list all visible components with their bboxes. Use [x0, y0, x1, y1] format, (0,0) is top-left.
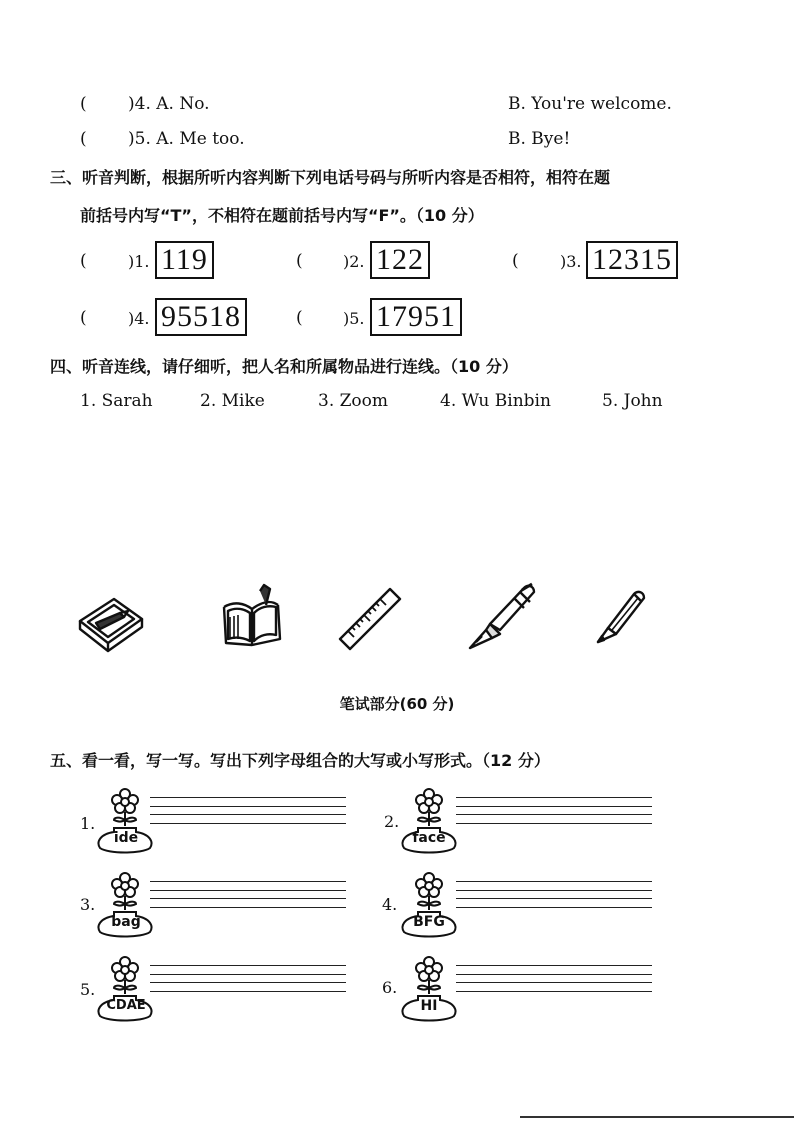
- letter-combination: bag: [111, 914, 141, 930]
- phone-number-box: 122: [370, 241, 430, 279]
- question-4-option-a: )4. A. No.: [128, 94, 210, 114]
- phone-number-box: 95518: [155, 298, 247, 336]
- question-5-option-b: B. Bye!: [508, 129, 571, 149]
- pen-icon[interactable]: [462, 580, 542, 654]
- phone-item-number: )1.: [128, 252, 150, 271]
- writing-item-number: 1.: [80, 814, 96, 833]
- answer-paren[interactable]: (: [80, 94, 87, 114]
- section5-heading: 五、看一看，写一写。写出下列字母组合的大写或小写形式。（12 分）: [50, 751, 550, 770]
- written-part-title: 笔试部分(60 分): [339, 695, 455, 713]
- answer-paren[interactable]: (: [296, 251, 303, 271]
- section4-heading: 四、听音连线，请仔细听，把人名和所属物品进行连线。（10 分）: [50, 357, 518, 376]
- writing-item-number: 5.: [80, 980, 96, 999]
- answer-paren[interactable]: (: [80, 129, 87, 149]
- writing-lines[interactable]: [456, 797, 652, 845]
- person-name-john: 5. John: [602, 391, 663, 411]
- writing-item-number: 3.: [80, 895, 96, 914]
- question-4-option-b: B. You're welcome.: [508, 94, 672, 114]
- person-name-zoom: 3. Zoom: [318, 391, 389, 411]
- writing-item-number: 2.: [384, 812, 400, 831]
- writing-item-number: 4.: [382, 895, 398, 914]
- pencil-case-icon[interactable]: [74, 595, 148, 657]
- page-bottom-rule: [520, 1116, 794, 1118]
- pencil-icon[interactable]: [590, 584, 650, 648]
- phone-number-box: 12315: [586, 241, 678, 279]
- answer-paren[interactable]: (: [512, 251, 519, 271]
- person-name-sarah: 1. Sarah: [80, 391, 153, 411]
- question-5-option-a: )5. A. Me too.: [128, 129, 245, 149]
- writing-lines[interactable]: [456, 965, 652, 1013]
- section3-heading-line1: 三、听音判断，根据所听内容判断下列电话号码与所听内容是否相符，相符在题: [50, 168, 611, 187]
- book-icon[interactable]: [216, 583, 288, 649]
- writing-lines[interactable]: [150, 797, 346, 845]
- phone-item-number: )5.: [343, 309, 365, 328]
- writing-lines[interactable]: [150, 965, 346, 1013]
- letter-combination: face: [412, 830, 446, 846]
- person-name-mike: 2. Mike: [200, 391, 265, 411]
- writing-lines[interactable]: [456, 881, 652, 929]
- writing-item-number: 6.: [382, 978, 398, 997]
- answer-paren[interactable]: (: [296, 308, 303, 328]
- phone-item-number: )3.: [560, 252, 582, 271]
- ruler-icon[interactable]: [336, 585, 406, 651]
- phone-item-number: )2.: [343, 252, 365, 271]
- letter-combination: BFG: [413, 914, 445, 930]
- section3-heading-line2: 前括号内写“T”，不相符在题前括号内写“F”。（10 分）: [80, 206, 484, 225]
- phone-item-number: )4.: [128, 309, 150, 328]
- phone-number-box: 17951: [370, 298, 462, 336]
- answer-paren[interactable]: (: [80, 308, 87, 328]
- letter-combination: HI: [420, 998, 438, 1014]
- writing-lines[interactable]: [150, 881, 346, 929]
- answer-paren[interactable]: (: [80, 251, 87, 271]
- letter-combination: CDAE: [106, 998, 146, 1013]
- phone-number-box: 119: [155, 241, 214, 279]
- person-name-wu-binbin: 4. Wu Binbin: [440, 391, 551, 411]
- letter-combination: ide: [113, 830, 139, 846]
